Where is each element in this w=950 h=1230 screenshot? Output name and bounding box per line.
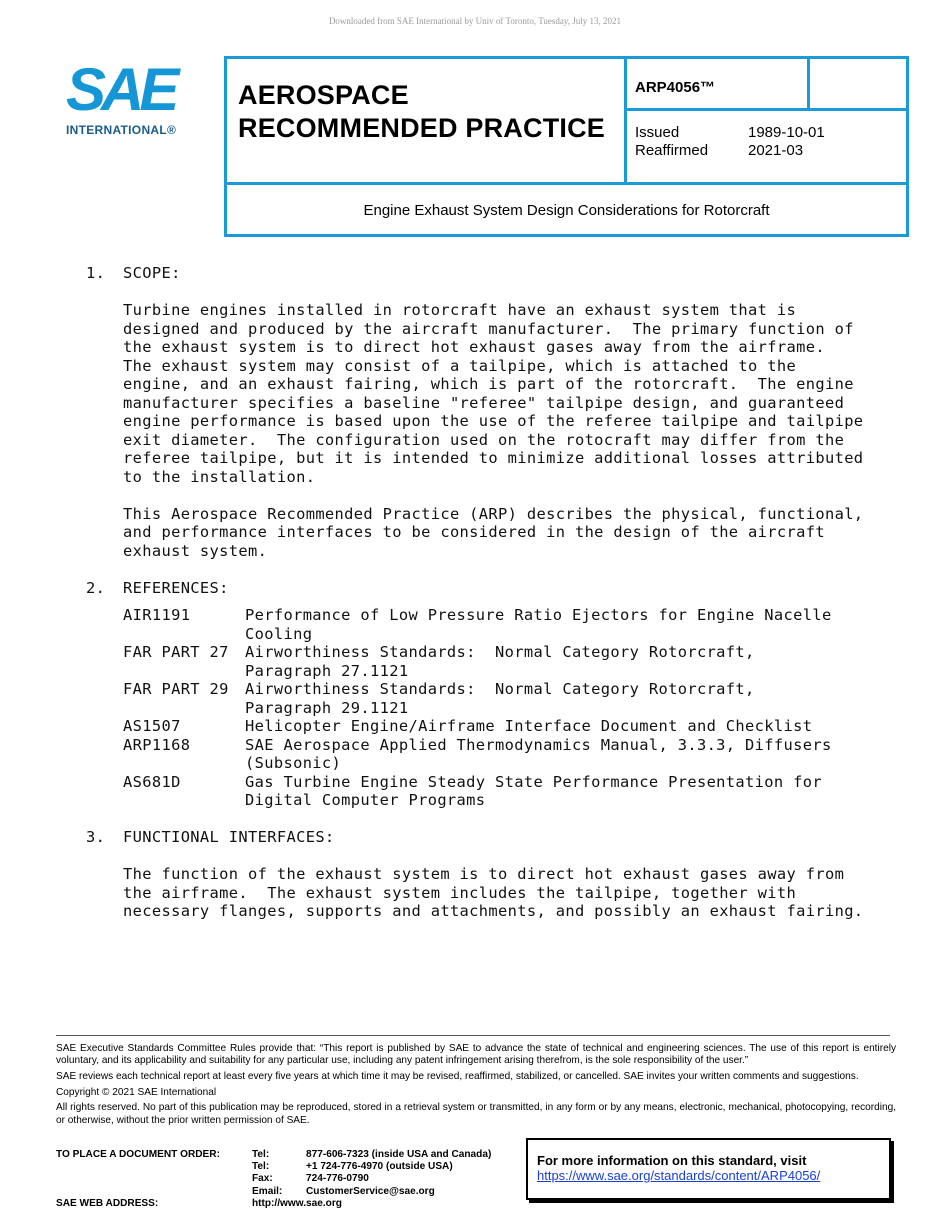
document-type-title: AEROSPACE RECOMMENDED PRACTICE <box>238 80 606 143</box>
tel-inside-usa[interactable]: 877-606-7323 (inside USA and Canada) <box>306 1149 492 1160</box>
references-list <box>123 606 866 810</box>
email-link[interactable]: CustomerService@sae.org <box>306 1185 435 1197</box>
footer-divider <box>56 1035 890 1036</box>
document-body <box>86 264 866 921</box>
reaffirmed-value: 2021-03 <box>748 142 804 159</box>
review-text: SAE reviews each technical report at least every five years at which time it may be revised, reaffirmed, stabilized, or cancelled. SAE invites your written comments and suggestions. <box>56 1070 859 1082</box>
logo-international: INTERNATIONAL® <box>66 123 177 137</box>
reaffirmed-label: Reaffirmed <box>635 142 709 159</box>
reference-item: FAR PART 29 Airworthiness Standards: Normal Category Rotorcraft, Paragraph 29.1121 <box>123 680 755 717</box>
sae-logo <box>66 56 191 142</box>
download-note: Downloaded from SAE International by Univ of Toronto, Tuesday, July 13, 2021 <box>328 16 622 26</box>
more-info-title: For more information on this standard, visit <box>537 1153 807 1168</box>
more-info-box <box>526 1138 891 1200</box>
standard-link[interactable]: https://www.sae.org/standards/content/ARP4056/ <box>537 1168 821 1183</box>
reference-item: ARP1168 SAE Aerospace Applied Thermodynamics Manual, 3.3.3, Diffusers (Subsonic) <box>123 735 832 772</box>
copyright-text: Copyright © 2021 SAE International <box>56 1086 217 1098</box>
logo-letters: SAE <box>66 56 175 123</box>
section-heading-functional-interfaces: 3. FUNCTIONAL INTERFACES: <box>86 828 335 846</box>
scope-paragraph-2: This Aerospace Recommended Practice (ARP) describes the physical, functional, and performance interfaces to be considered in the design of the aircraft exhaust system. <box>123 504 864 560</box>
web-address-label: SAE WEB ADDRESS: <box>56 1198 159 1209</box>
order-label: TO PLACE A DOCUMENT ORDER: <box>56 1149 220 1160</box>
footer-notices <box>56 1043 896 1130</box>
functional-paragraph: The function of the exhaust system is to direct hot exhaust gases away from the airframe. The exhaust system includes the tailpipe, together with necessary flanges, supports and attachments, and possibly an exhaust fairing. <box>123 865 864 920</box>
committee-rules-text: SAE Executive Standards Committee Rules provide that: “This report is published by SAE to advance the state of technical and engineering sciences. The use of this report is entirely voluntary, and its applicability and suitability for any particular use, including any patent infringement arising therefrom, is the sole responsibility of the user.” <box>56 1043 896 1067</box>
reference-item: AS1507 Helicopter Engine/Airframe Interface Document and Checklist <box>123 717 813 735</box>
contact-details: Tel: 877-606-7323 (inside USA and Canada) Tel: +1 724-776-4970 (outside USA) Fax: 724-776-0790 Email: CustomerService@sae.org http://www.sae.org <box>252 1149 492 1209</box>
document-header-box <box>224 56 909 237</box>
document-subtitle: Engine Exhaust System Design Considerations for Rotorcraft <box>363 202 770 219</box>
rights-text: All rights reserved. No part of this publication may be reproduced, stored in a retrieval system or transmitted, in any form or by any means, electronic, mechanical, photocopying, recording, or otherwise, without the prior written permission of SAE. <box>56 1102 896 1126</box>
document-dates <box>635 124 825 160</box>
web-address-link[interactable]: http://www.sae.org <box>252 1197 342 1209</box>
reference-item: AS681D Gas Turbine Engine Steady State Performance Presentation for Digital Computer Programs <box>123 772 822 809</box>
issued-label: Issued <box>635 124 680 141</box>
fax-number: 724-776-0790 <box>306 1173 369 1185</box>
section-heading-scope: 1. SCOPE: <box>86 264 181 282</box>
tel-outside-usa[interactable]: +1 724-776-4970 (outside USA) <box>306 1161 453 1173</box>
document-number: ARP4056™ <box>635 79 716 96</box>
reference-item: FAR PART 27 Airworthiness Standards: Normal Category Rotorcraft, Paragraph 27.1121 <box>123 643 755 680</box>
scope-paragraph: Turbine engines installed in rotorcraft have an exhaust system that is designed and produced by the aircraft manufacturer. The primary function of the exhaust system is to direct hot exhaust gases away from the airframe. The exhaust system may consist of a tailpipe, which is attached to the engine, and an exhaust fairing, which is part of the rotorcraft. The engine manufacturer specifies a baseline "referee" tailpipe design, and guaranteed engine performance is based upon the use of the referee tailpipe and tailpipe exit diameter. The configuration used on the rotocraft may differ from the referee tailpipe, but it is intended to minimize additional losses attributed to the installation. <box>123 301 864 486</box>
reference-item: AIR1191 Performance of Low Pressure Ratio Ejectors for Engine Nacelle Cooling <box>123 606 832 643</box>
issued-value: 1989-10-01 <box>748 124 825 141</box>
section-heading-references: 2. REFERENCES: <box>86 578 229 597</box>
